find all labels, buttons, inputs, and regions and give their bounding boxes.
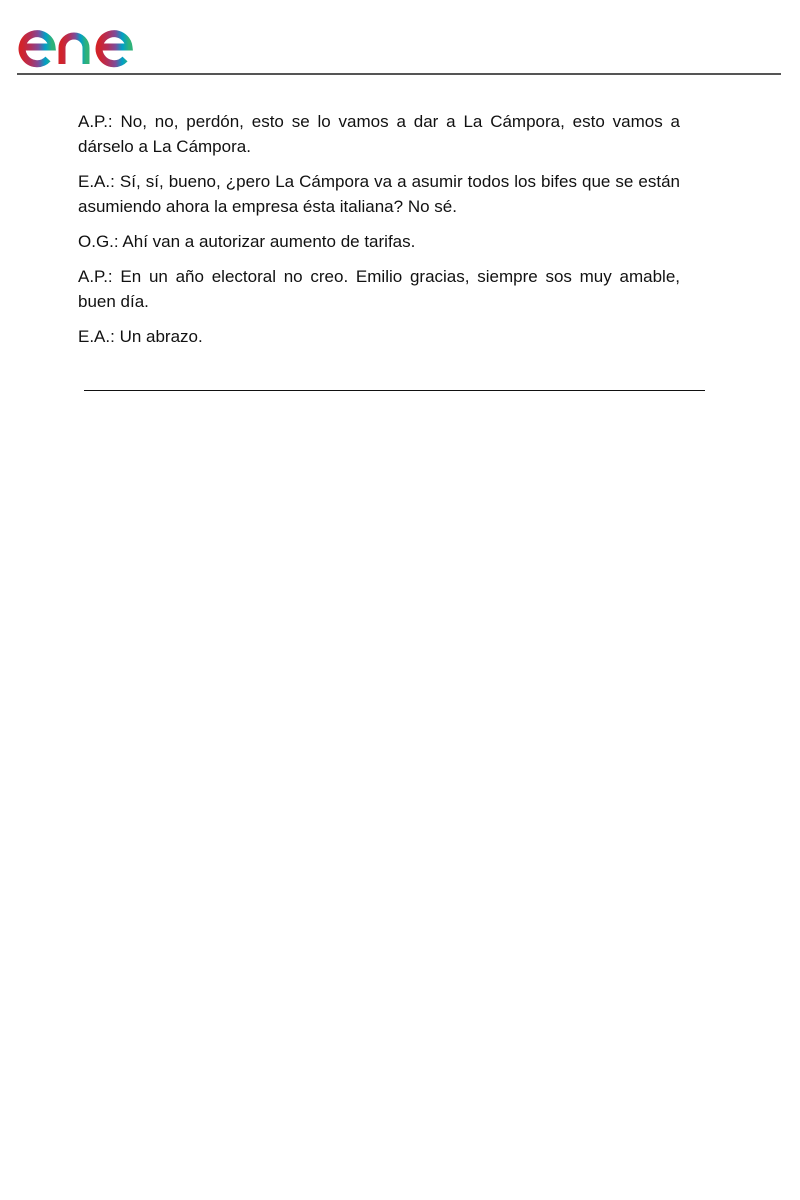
end-divider [84, 390, 705, 391]
transcript-paragraph: A.P.: No, no, perdón, esto se lo vamos a dar a La Cámpora, esto vamos a dárselo a La Cámpora. [78, 112, 680, 156]
header-divider [17, 73, 781, 75]
enel-logo [16, 14, 170, 68]
transcript-paragraph: O.G.: Ahí van a autorizar aumento de tarifas. [78, 232, 416, 251]
transcript-paragraph: A.P.: En un año electoral no creo. Emilio gracias, siempre sos muy amable, buen día. [78, 267, 680, 311]
transcript-paragraph: E.A.: Sí, sí, bueno, ¿pero La Cámpora va a asumir todos los bifes que se están asumiendo ahora la empresa ésta italiana? No sé. [78, 172, 680, 216]
page-header [0, 0, 800, 76]
transcript-paragraph: E.A.: Un abrazo. [78, 327, 203, 346]
transcript-body [78, 109, 680, 359]
